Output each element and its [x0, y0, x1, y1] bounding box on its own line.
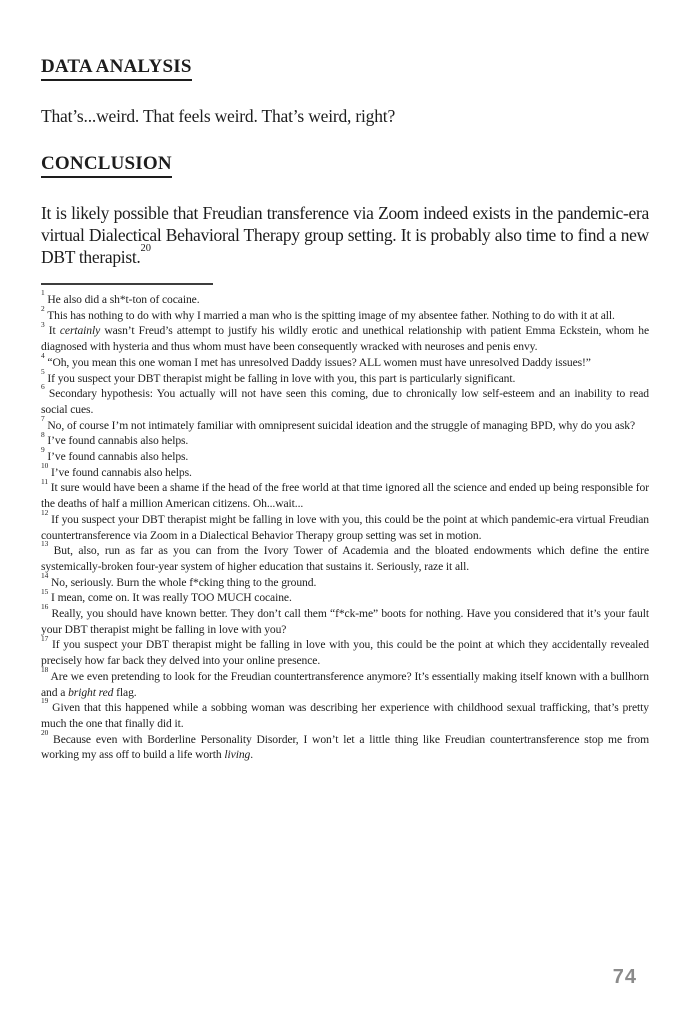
- footnote-number: 17: [41, 633, 49, 643]
- footnote: [41, 476, 649, 511]
- footnote-text-italic: bright red: [68, 685, 114, 699]
- footnote-text: I’ve found cannabis also helps.: [48, 465, 192, 479]
- footnote-number: 1: [41, 288, 45, 298]
- footnote: [41, 586, 649, 606]
- footnote-text: No, of course I’m not intimately familiar with omnipresent suicidal ideation and the struggle of managing BPD, why do you ask?: [44, 418, 635, 432]
- footnote-text: Because even with Borderline Personality Disorder, I won’t let a little thing like Freudian countertransference stop me from working my ass off to build a life worth: [41, 732, 649, 762]
- footnote-number: 10: [41, 460, 49, 470]
- interlude-text: That’s...weird. That feels weird. That’s weird, right?: [41, 106, 396, 126]
- footnote-text: This has nothing to do with why I married a man who is the spitting image of my absentee father. Nothing to do with it at all.: [44, 308, 615, 322]
- footnote: [41, 382, 649, 417]
- footnote-reference: 20: [140, 243, 151, 255]
- section-heading-label: DATA ANALYSIS: [41, 56, 192, 81]
- footnote-text-italic: certainly: [59, 324, 101, 338]
- footnote-number: 8: [41, 429, 45, 439]
- section-heading-conclusion: [41, 153, 649, 178]
- footnote-text: .: [250, 748, 254, 762]
- footnote-number: 14: [41, 570, 49, 580]
- footnote-number: 16: [41, 602, 49, 612]
- footnote-number: 9: [41, 445, 45, 455]
- footnote-text: No, seriously. Burn the whole f*cking thing to the ground.: [48, 575, 317, 589]
- footnote: [41, 303, 649, 324]
- footnote-text: I’ve found cannabis also helps.: [44, 434, 189, 448]
- footnote-text: Given that this happened while a sobbing woman was describing her experience with childhood sexual trafficking, that’s pretty much the one that finally did it.: [41, 701, 649, 730]
- footnote-number: 13: [41, 539, 49, 549]
- footnote-number: 12: [41, 508, 49, 518]
- footnote-number: 7: [41, 413, 45, 423]
- footnote-text-italic: living: [224, 748, 251, 762]
- footnote: [41, 429, 649, 449]
- footnote-text: I’ve found cannabis also helps.: [44, 450, 189, 464]
- footnote-text: He also did a sh*t-ton of cocaine.: [44, 293, 200, 306]
- footnote-number: 5: [41, 366, 45, 376]
- footnote: [41, 445, 649, 465]
- footnote-text: Really, you should have known better. They don’t call them “f*ck-me” boots for nothing. Have you considered that it’s your fault your DBT therapist might be falling in love with you?: [41, 607, 649, 636]
- footnote-number: 3: [41, 319, 45, 329]
- footnote-text: I mean, come on. It was really TOO MUCH cocaine.: [48, 591, 292, 605]
- footnote-number: 6: [41, 382, 45, 392]
- page-number: 74: [612, 966, 637, 988]
- footnote-separator-rule: [41, 283, 213, 285]
- footnote-number: 11: [41, 476, 48, 486]
- footnote: [41, 508, 649, 543]
- footnote-number: 18: [41, 665, 49, 675]
- footnote-number: 4: [41, 350, 45, 360]
- footnote-number: 19: [41, 696, 49, 706]
- footnote-text: If you suspect your DBT therapist might be falling in love with you, this could be the point at which pandemic-era virtual Freudian countertransference via Zoom in a Dialectical Behavior Therapy group setting was set in motion.: [41, 512, 649, 542]
- footnote-text: It sure would have been a shame if the head of the free world at that time ignored all the science and ended up being responsible for the deaths of half a million American citizens. Oh...wait...: [41, 481, 649, 511]
- footnote-text: flag.: [113, 685, 137, 699]
- footnote-text: “Oh, you mean this one woman I met has unresolved Daddy issues? ALL women must have unresolved Daddy issues!”: [44, 355, 591, 369]
- footnote: [41, 319, 649, 354]
- footnote: [41, 288, 649, 308]
- footnote-text: But, also, run as far as you can from the Ivory Tower of Academia and the bloated endowments which define the entire systemically-broken four-year system of higher education that sustains it. Seriously, raze it all.: [41, 544, 649, 573]
- footnotes-list: [41, 288, 649, 763]
- footnote-text: If you suspect your DBT therapist might be falling in love with you, this could be the point at which they accidentally revealed precisely how far back they delved into your online presence.: [41, 638, 649, 668]
- footnote: [41, 696, 649, 731]
- footnote: [41, 665, 649, 700]
- footnote: [41, 413, 649, 434]
- conclusion-text: It is likely possible that Freudian transference via Zoom indeed exists in the pandemic-era virtual Dialectical Behavioral Therapy group setting. It is probably also time to find a new DBT therapist.: [41, 203, 649, 267]
- footnote-text: It: [44, 324, 60, 338]
- conclusion-paragraph: [41, 202, 649, 268]
- section-heading-data-analysis: [41, 56, 649, 81]
- footnote-text: wasn’t Freud’s attempt to justify his wildly erotic and unethical relationship with patient Emma Eckstein, whom he diagnosed with hysteria and thus whom must have been consequently wracked with neuroses and penis envy.: [41, 324, 649, 354]
- footnote: [41, 570, 649, 591]
- footnote-text: If you suspect your DBT therapist might be falling in love with you, this part is particularly significant.: [44, 371, 516, 385]
- footnote: [41, 460, 649, 481]
- footnote: [41, 602, 649, 637]
- footnote-number: 20: [41, 727, 49, 737]
- footnote: [41, 366, 649, 387]
- footnote-text: Are we even pretending to look for the Freudian countertransference anymore? It’s essentially making itself known with a bullhorn and a: [41, 669, 649, 699]
- footnote-number: 15: [41, 586, 49, 596]
- footnote-text: Secondary hypothesis: You actually will not have seen this coming, due to chronically low self-esteem and an inability to read social cues.: [41, 387, 649, 416]
- footnote: [41, 350, 649, 371]
- footnote: [41, 727, 649, 763]
- footnote: [41, 539, 649, 574]
- section-heading-label: CONCLUSION: [41, 153, 172, 178]
- footnote-number: 2: [41, 303, 45, 313]
- footnote: [41, 633, 649, 668]
